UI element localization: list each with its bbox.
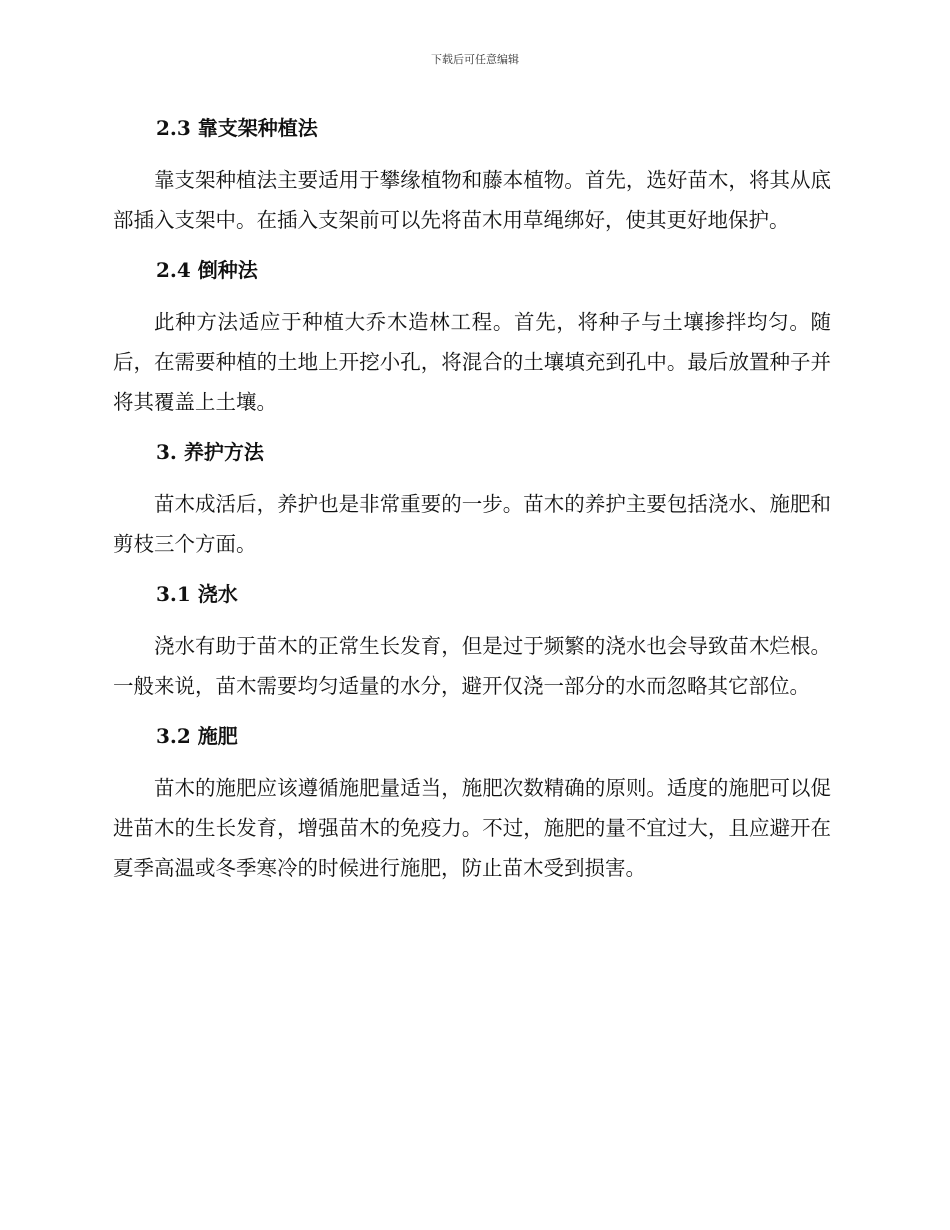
section-3-1 bbox=[113, 578, 831, 706]
section-heading: 2.3 靠支架种植法 bbox=[156, 116, 318, 140]
section-heading: 3. 养护方法 bbox=[156, 440, 264, 464]
section-paragraph: 浇水有助于苗木的正常生长发育，但是过于频繁的浇水也会导致苗木烂根。一般来说，苗木需要均匀适量的水分，避开仅浇一部分的水而忽略其它部位。 bbox=[113, 634, 831, 698]
section-heading: 3.1 浇水 bbox=[156, 582, 238, 606]
section-paragraph: 此种方法适应于种植大乔木造林工程。首先，将种子与土壤掺拌均匀。随后，在需要种植的土地上开挖小孔，将混合的土壤填充到孔中。最后放置种子并将其覆盖上土壤。 bbox=[113, 310, 831, 414]
section-2-3 bbox=[113, 112, 831, 240]
section-paragraph: 苗木成活后，养护也是非常重要的一步。苗木的养护主要包括浇水、施肥和剪枝三个方面。 bbox=[113, 492, 831, 556]
section-3-2 bbox=[113, 720, 831, 888]
section-heading: 2.4 倒种法 bbox=[156, 258, 258, 282]
page-header: 下载后可任意编辑 bbox=[431, 53, 519, 66]
document-content bbox=[113, 112, 831, 888]
section-paragraph: 靠支架种植法主要适用于攀缘植物和藤本植物。首先，选好苗木，将其从底部插入支架中。在插入支架前可以先将苗木用草绳绑好，使其更好地保护。 bbox=[113, 168, 831, 232]
section-heading: 3.2 施肥 bbox=[156, 724, 238, 748]
section-paragraph: 苗木的施肥应该遵循施肥量适当，施肥次数精确的原则。适度的施肥可以促进苗木的生长发育，增强苗木的免疫力。不过，施肥的量不宜过大，且应避开在夏季高温或冬季寒冷的时候进行施肥，防止苗木受到损害。 bbox=[113, 776, 831, 880]
section-3 bbox=[113, 436, 831, 564]
section-2-4 bbox=[113, 254, 831, 422]
